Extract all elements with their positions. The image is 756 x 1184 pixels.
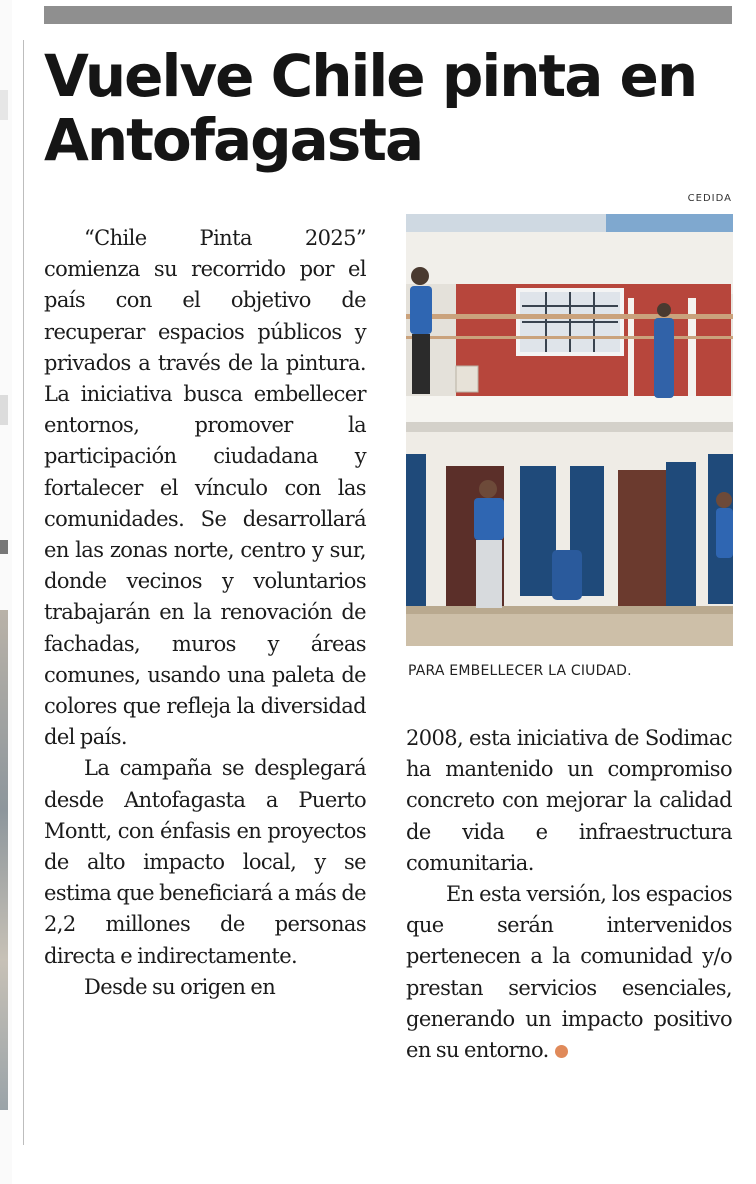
headline: Vuelve Chile pinta en Antofagasta xyxy=(44,42,697,174)
blue-door xyxy=(666,462,696,610)
paragraph xyxy=(406,879,732,1066)
adjacent-page-edge xyxy=(0,0,12,1184)
column-rule xyxy=(23,40,24,1145)
photo-credit: CEDIDA xyxy=(687,193,732,204)
balcony-slab xyxy=(406,396,733,426)
article-body-right xyxy=(406,723,732,1066)
paragraph: La campaña se desplegará desde Antofagasta a Puerto Montt, con énfasis en proyectos de alto impacto local, y se estima que beneficiará a más de 2,2 millones de personas directa e indirectamente. xyxy=(44,756,366,968)
volunteer-figure xyxy=(716,492,733,558)
edge-fragment xyxy=(0,540,8,554)
pillar xyxy=(628,298,634,404)
article-body-left xyxy=(44,223,366,1003)
paragraph-text: En esta versión, los espacios que serán intervenidos pertenecen a la comunidad y/o prestan servicios esenciales, generando un impacto positivo en su entorno. xyxy=(406,882,732,1063)
blue-door xyxy=(520,466,556,596)
article-photo xyxy=(406,214,733,646)
paint-bucket xyxy=(552,550,582,600)
blue-door xyxy=(406,454,426,619)
edge-fragment xyxy=(0,395,8,425)
paragraph: Desde su origen en xyxy=(84,974,276,999)
brown-door xyxy=(618,470,666,618)
paragraph: “Chile Pinta 2025” comienza su recorrido por el país con el objetivo de recuperar espacios públicos y privados a través de la pintura. La iniciativa busca embellecer entornos, promover la participación ciudadana y fortalecer el vínculo con las comunidades. Se desarrollará en las zonas norte, centro y sur, donde vecinos y voluntarios trabajarán en la renovación de fachadas, muros y áreas comunes, usando una paleta de colores que refleja la diversidad del país. xyxy=(44,226,366,750)
photo-caption: PARA EMBELLECER LA CIUDAD. xyxy=(408,663,632,679)
ground xyxy=(406,612,733,646)
railing xyxy=(406,314,733,319)
edge-photo-fragment xyxy=(0,610,8,1110)
paragraph: 2008, esta iniciativa de Sodimac ha mantenido un compromiso concreto con mejorar la calidad de vida e infraestructura comunitaria. xyxy=(406,726,732,875)
railing xyxy=(406,336,733,339)
edge-fragment xyxy=(0,90,8,120)
plaque xyxy=(456,366,478,392)
section-bar xyxy=(44,6,732,24)
building-illustration xyxy=(406,214,733,646)
volunteer-figure xyxy=(474,480,504,608)
sidewalk-edge xyxy=(406,606,733,614)
end-of-article-icon xyxy=(555,1045,568,1058)
pillar xyxy=(688,298,696,404)
slab-shadow xyxy=(406,422,733,432)
